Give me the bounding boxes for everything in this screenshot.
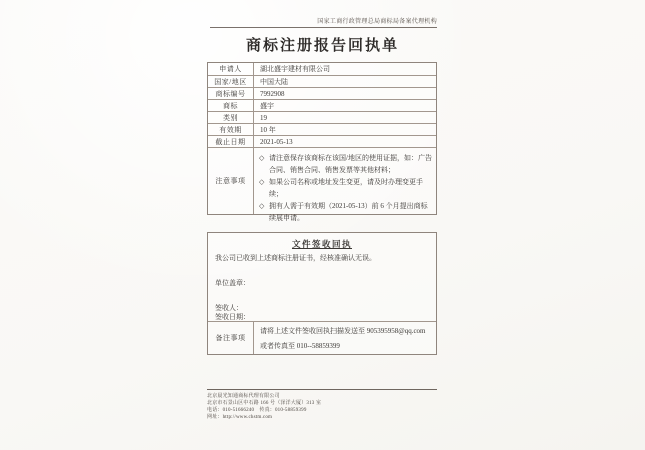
row-value: 湖北盛宇建材有限公司 <box>260 65 330 73</box>
notices-list <box>254 148 436 222</box>
info-table <box>207 62 437 222</box>
row-value: 中国大陆 <box>260 77 288 86</box>
remarks-row <box>208 321 436 354</box>
row-label: 截止日期 <box>208 136 254 147</box>
remarks-line: 或者传真至 010--58859399 <box>260 342 340 350</box>
table-row <box>208 75 436 87</box>
row-value: 10 年 <box>260 125 276 134</box>
notice-item <box>259 200 433 224</box>
notice-text: 如果公司名称或地址发生变更，请及时办理变更手续； <box>269 178 423 198</box>
stamp-label: 单位盖章： <box>215 279 250 287</box>
diamond-bullet-icon: ◇ <box>259 178 265 186</box>
row-label: 国家/地区 <box>208 76 254 87</box>
notice-item <box>259 152 433 176</box>
diamond-bullet-icon: ◇ <box>259 202 265 210</box>
page-title: 商标注册报告回执单 <box>245 38 399 54</box>
receipt-box <box>207 232 437 355</box>
footer-phone-fax: 电话：010-51666240 传真：010-58859399 <box>207 408 307 413</box>
footer-website: 网址：http://www.chstm.com <box>207 415 273 420</box>
diamond-bullet-icon: ◇ <box>259 154 265 162</box>
table-row <box>208 135 436 147</box>
row-value: 盛宇 <box>260 101 274 110</box>
signer-label: 签收人： <box>215 304 243 312</box>
remarks-line: 请将上述文件签收回执扫描发送至 905395958@qq.com <box>260 327 426 335</box>
table-row <box>208 63 436 75</box>
row-value: 7992908 <box>260 89 285 98</box>
receipt-confirmation: 我公司已收到上述商标注册证书，经核准确认无误。 <box>215 254 376 262</box>
notice-text: 拥有人需于有效期（2021-05-13）前 6 个月提出商标续展申请。 <box>269 202 428 222</box>
notice-text: 请注意保存该商标在该国/地区的使用证据，如：广告合同、销售合同、销售发票等其他材料； <box>269 154 432 174</box>
sign-date-label: 签收日期： <box>215 313 250 321</box>
row-value: 2021-05-13 <box>260 137 293 146</box>
agency-note: 国家工商行政管理总局商标局备案代理机构 <box>210 16 437 28</box>
row-label: 有效期 <box>208 124 254 135</box>
notices-label: 注意事项 <box>208 148 254 214</box>
row-label: 类别 <box>208 112 254 123</box>
remarks-content <box>254 322 436 354</box>
notices-row <box>208 147 436 222</box>
notice-item <box>259 176 433 200</box>
remarks-label: 备注事项 <box>208 322 254 354</box>
row-label: 申请人 <box>208 63 254 75</box>
footer-address: 北京市石景山区中石路 166 号（泽洋大厦）313 室 <box>207 401 322 406</box>
table-row <box>208 123 436 135</box>
row-value: 19 <box>260 113 267 122</box>
table-row <box>208 99 436 111</box>
table-row <box>208 111 436 123</box>
footer-company: 北京晨光知通商标代理有限公司 <box>207 394 280 399</box>
row-label: 商标 <box>208 100 254 111</box>
table-row <box>208 87 436 99</box>
footer <box>207 389 437 421</box>
receipt-title: 文件签收回执 <box>291 239 352 249</box>
row-label: 商标编号 <box>208 88 254 99</box>
